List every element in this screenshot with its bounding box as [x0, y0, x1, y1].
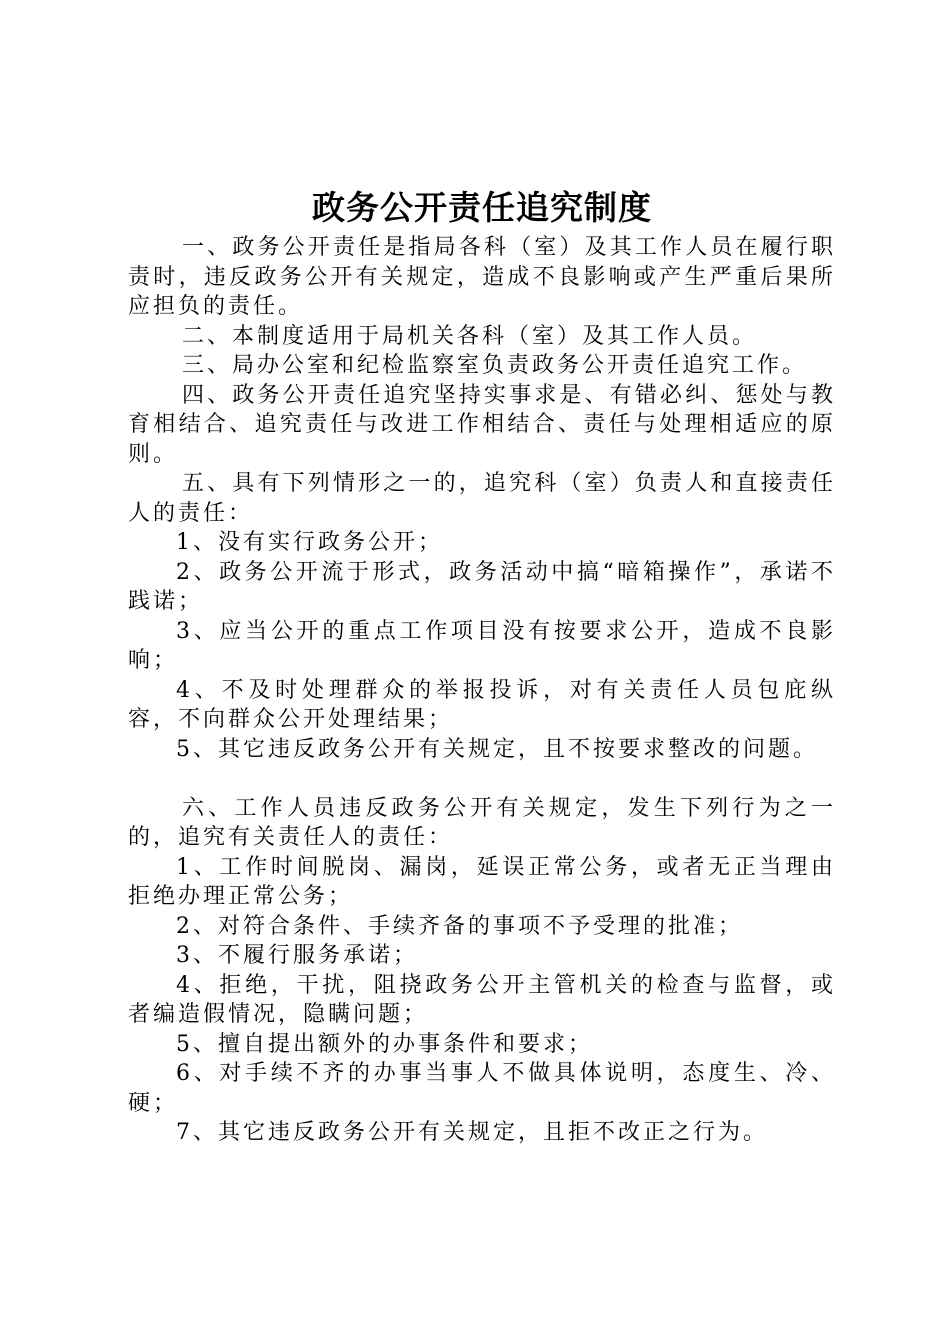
list-item-5-3: 3、应当公开的重点工作项目没有按要求公开，造成不良影响； [128, 618, 836, 673]
list-item-6-7: 7、其它违反政务公开有关规定，且拒不改正之行为。 [176, 1120, 768, 1145]
list-item-6-3: 3、不履行服务承诺； [176, 943, 418, 968]
list-item-6-5: 5、擅自提出额外的办事条件和要求； [176, 1031, 593, 1057]
list-item-6-6: 6、对手续不齐的办事当事人不做具体说明，态度生、冷、硬； [128, 1061, 836, 1116]
list-item-5-4: 4、不及时处理群众的举报投诉，对有关责任人员包庇纵容，不向群众公开处理结果； [128, 677, 836, 732]
paragraph-2: 二、本制度适用于局机关各科（室）及其工作人员。 [182, 323, 758, 349]
paragraph-4: 四、政务公开责任追究坚持实事求是、有错必纠、惩处与教育相结合、追究责任与改进工作相结合、责任与处理相适应的原则。 [128, 382, 836, 467]
document-page [128, 183, 836, 1148]
document-title: 政务公开责任追究制度 [312, 188, 652, 227]
list-item-5-2: 2、政务公开流于形式，政务活动中搞“暗箱操作”，承诺不践诺； [128, 559, 836, 614]
list-item-6-4: 4、拒绝，干扰，阻挠政务公开主管机关的检查与监督，或者编造假情况，隐瞒问题； [128, 972, 836, 1027]
list-item-5-5: 5、其它违反政务公开有关规定，且不按要求整改的问题。 [176, 736, 818, 762]
paragraph-3: 三、局办公室和纪检监察室负责政务公开责任追究工作。 [182, 353, 808, 378]
blank-line [128, 764, 836, 794]
list-item-5-1: 1、没有实行政务公开； [176, 530, 443, 555]
list-item-6-1: 1、工作时间脱岗、漏岗，延误正常公务，或者无正当理由拒绝办理正常公务； [128, 854, 836, 909]
list-item-6-2: 2、对符合条件、手续齐备的事项不予受理的批准； [176, 913, 743, 939]
paragraph-6: 六、工作人员违反政务公开有关规定，发生下列行为之一的，追究有关责任人的责任： [128, 795, 836, 850]
paragraph-1: 一、政务公开责任是指局各科（室）及其工作人员在履行职责时，违反政务公开有关规定，造成不良影响或产生严重后果所应担负的责任。 [128, 235, 836, 319]
paragraph-5: 五、具有下列情形之一的，追究科（室）负责人和直接责任人的责任： [128, 471, 836, 526]
